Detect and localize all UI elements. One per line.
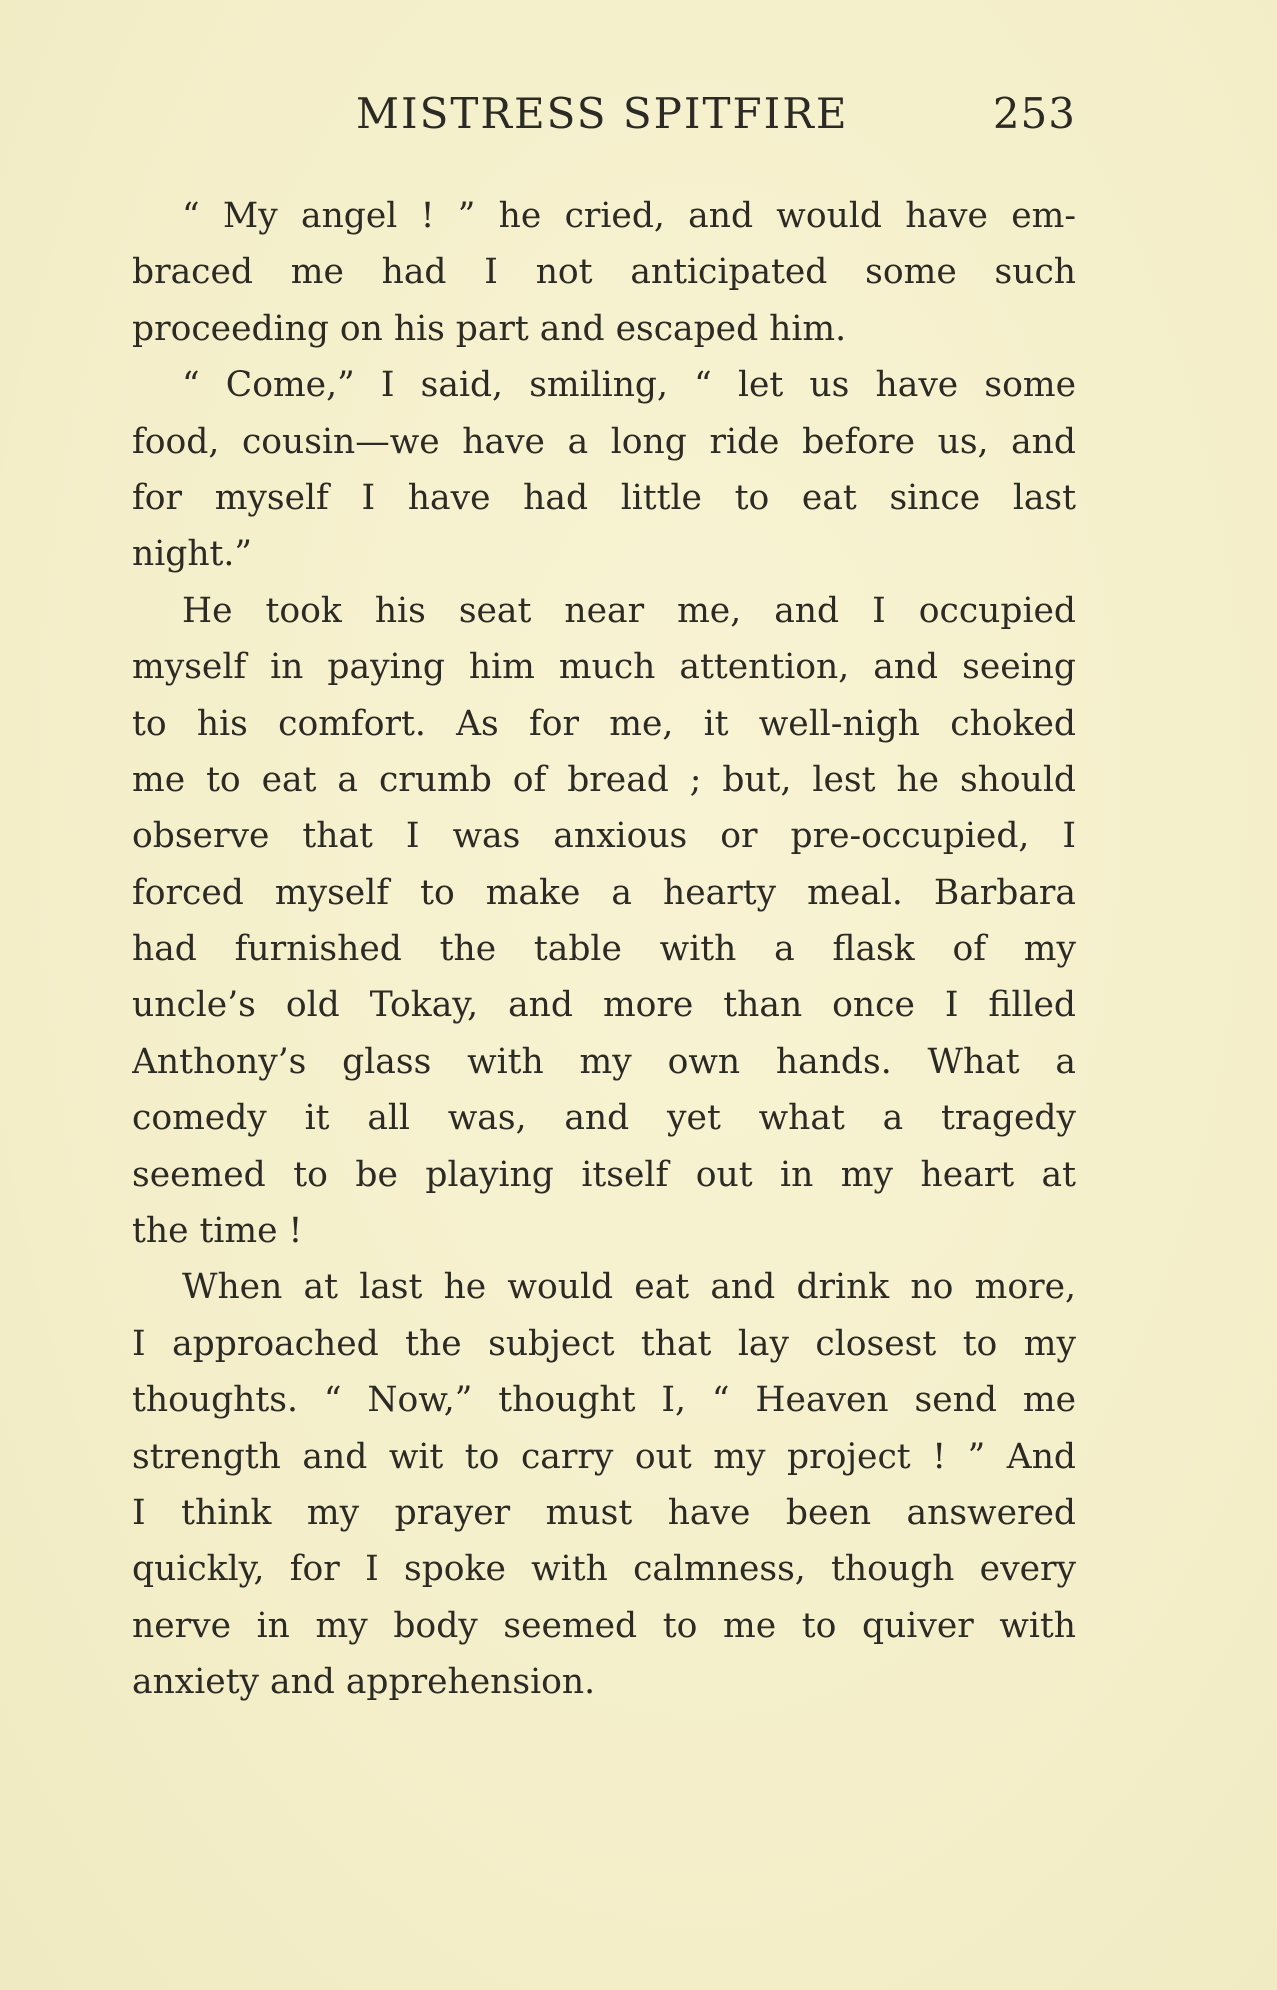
text-line: strength and wit to carry out my project ! ” And	[132, 1436, 1076, 1477]
text-line: myself in paying him much attention, and seeing	[132, 647, 1076, 688]
text-line: seemed to be playing itself out in my heart at	[132, 1154, 1076, 1195]
text-line: I think my prayer must have been answered	[132, 1492, 1076, 1533]
text-line: thoughts. “ Now,” thought I, “ Heaven send me	[132, 1380, 1076, 1421]
text-line: night.”	[132, 534, 253, 575]
text-line: I approached the subject that lay closest to my	[132, 1323, 1076, 1364]
text-line: proceeding on his part and escaped him.	[132, 308, 847, 349]
text-line: forced myself to make a hearty meal. Barbara	[132, 872, 1076, 913]
text-line: me to eat a crumb of bread ; but, lest he should	[132, 759, 1076, 800]
text-line: the time !	[132, 1211, 303, 1252]
text-line: comedy it all was, and yet what a tragedy	[132, 1098, 1076, 1139]
text-line: to his comfort. As for me, it well-nigh choked	[132, 703, 1076, 744]
text-line: uncle’s old Tokay, and more than once I filled	[132, 985, 1076, 1026]
text-line: nerve in my body seemed to me to quiver with	[132, 1605, 1076, 1646]
text-line: “ My angel ! ” he cried, and would have em-	[182, 196, 1076, 236]
text-line: observe that I was anxious or pre-occupied, I	[132, 816, 1076, 857]
running-title: MISTRESS SPITFIRE	[356, 89, 849, 138]
text-line: braced me had I not anticipated some such	[132, 252, 1076, 293]
page-number: 253	[992, 89, 1076, 138]
text-line: He took his seat near me, and I occupied	[182, 590, 1076, 631]
text-line: had furnished the table with a flask of my	[132, 929, 1076, 970]
text-line: When at last he would eat and drink no more,	[182, 1267, 1076, 1308]
body-text	[132, 188, 1076, 1711]
text-line: “ Come,” I said, smiling, “ let us have some	[182, 365, 1076, 406]
text-line: anxiety and apprehension.	[132, 1662, 596, 1703]
text-line: quickly, for I spoke with calmness, though every	[132, 1549, 1076, 1590]
text-line: for myself I have had little to eat since last	[132, 477, 1076, 518]
text-line: food, cousin—we have a long ride before us, and	[132, 421, 1076, 462]
running-head	[132, 88, 1076, 140]
text-line: Anthony’s glass with my own hands. What a	[132, 1041, 1076, 1082]
